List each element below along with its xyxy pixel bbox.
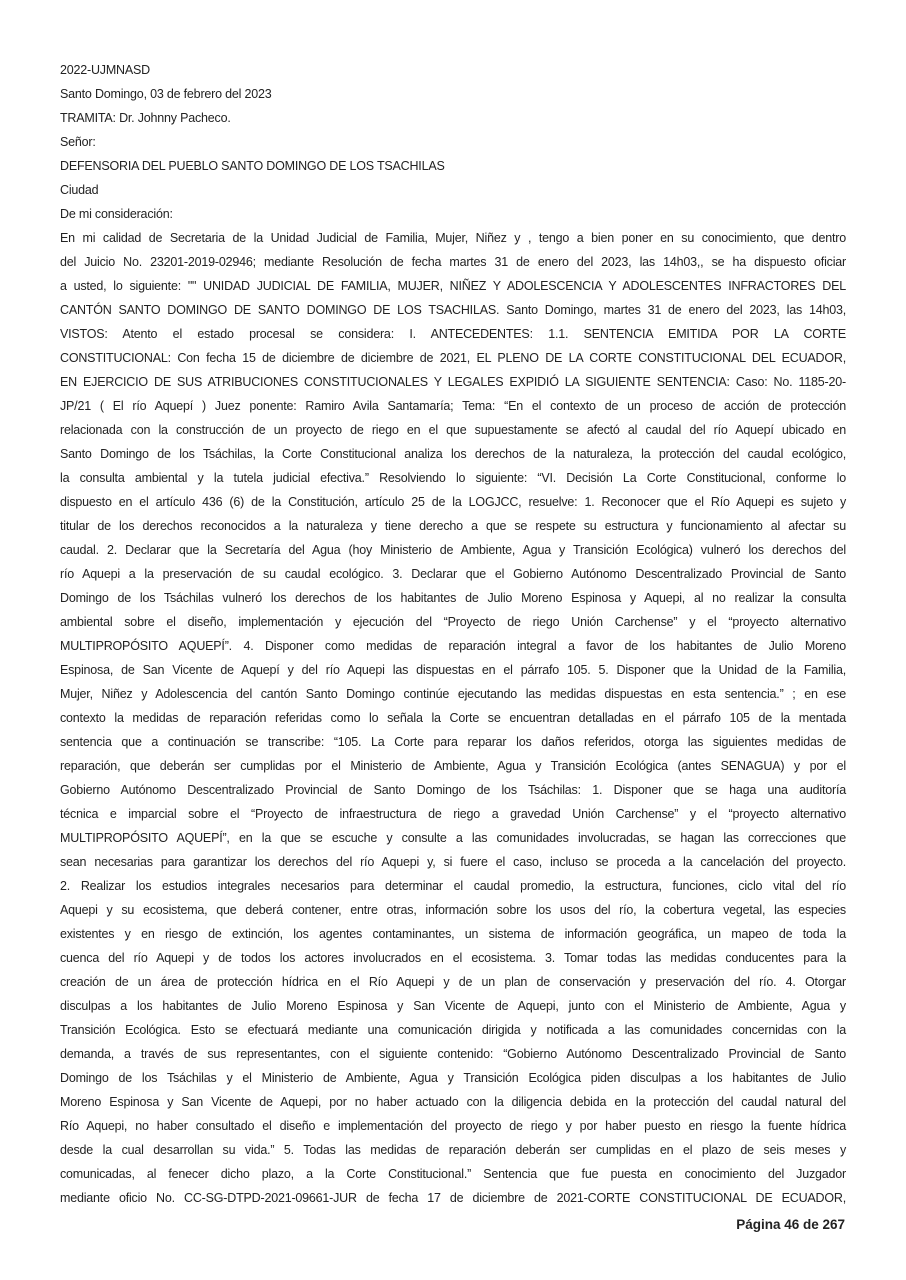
body-line-text: 2. Realizar los estudios integrales necesarios para determinar el caudal promedio, la estructura, funciones, ciclo vital del río [60,879,846,893]
body-line-text: disculpas a los habitantes de Julio Moreno Espinosa y San Vicente de Aquepi, junto con el Ministerio de Ambiente, Agua y [60,999,846,1013]
body-line-text: a usted, lo siguiente: "" UNIDAD JUDICIAL DE FAMILIA, MUJER, NIÑEZ Y ADOLESCENCIA Y ADOLESCENTES INFRACTORES DEL [60,279,846,293]
body-line [60,898,846,922]
body-line [60,394,846,418]
body-line-text: río Aquepi a la preservación de su caudal ecológico. 3. Declarar que el Gobierno Autónomo Descentralizado Provincial de Santo [60,567,846,581]
body-line-text: MULTIPROPÓSITO AQUEPÍ”, en la que se escuche y consulte a las comunidades involucradas, se hagan las correcciones que [60,831,846,845]
body-line-text: sentencia que a continuación se transcribe: “105. La Corte para reparar los daños referidos, otorga las siguientes medidas de [60,735,846,749]
body-line [60,802,846,826]
header-line-text: TRAMITA: Dr. Johnny Pacheco. [60,111,231,125]
body-line [60,562,846,586]
body-line-text: caudal. 2. Declarar que la Secretaría del Agua (hoy Ministerio de Ambiente, Agua y Transición Ecológica) vulneró los derechos del [60,543,846,557]
body-line-text: En mi calidad de Secretaria de la Unidad Judicial de Familia, Mujer, Niñez y , tengo a bien poner en su conocimiento, que dentro [60,231,846,245]
body-line-text: MULTIPROPÓSITO AQUEPÍ”. 4. Disponer como medidas de reparación integral a favor de los habitantes de Julio Moreno [60,639,846,653]
body-line [60,250,846,274]
body-line-text: Transición Ecológica. Esto se efectuará mediante una comunicación dirigida y notificada a las comunidades concernidas con la [60,1023,846,1037]
header-line-text: Ciudad [60,183,99,197]
body-line-text: CONSTITUCIONAL: Con fecha 15 de diciembre de diciembre de 2021, EL PLENO DE LA CORTE CONSTITUCIONAL DEL ECUADOR, [60,351,846,365]
body-line-text: Río Aquepi, no haber consultado el diseño e implementación del proyecto de riego y por haber puesto en riesgo la fuente hídrica [60,1119,846,1133]
header-line [60,202,846,226]
body-line [60,418,846,442]
body-line-text: Santo Domingo de los Tsáchilas, la Corte Constitucional analiza los derechos de la naturaleza, la protección del caudal ecológico, [60,447,846,461]
body-line [60,538,846,562]
body-line [60,466,846,490]
body-line [60,706,846,730]
body-line [60,1162,846,1186]
header-line [60,154,846,178]
letter-header [60,58,846,226]
body-line-text: JP/21 ( El río Aquepí ) Juez ponente: Ramiro Avila Santamaría; Tema: “En el contexto de un proceso de acción de protección [60,399,846,413]
header-line [60,82,846,106]
body-line [60,658,846,682]
body-line [60,922,846,946]
body-line-text: Gobierno Autónomo Descentralizado Provincial de Santo Domingo de los Tsáchilas: 1. Disponer que se haga una auditoría [60,783,846,797]
body-line-text: creación de un área de protección hídrica en el Río Aquepi y de un plan de conservación y preservación del río. 4. Otorgar [60,975,846,989]
body-line [60,610,846,634]
header-line [60,106,846,130]
letter-body [60,226,846,1210]
body-line [60,322,846,346]
body-line-text: demanda, a través de sus representantes, con el siguiente contenido: “Gobierno Autónomo Descentralizado Provincial de Santo [60,1047,846,1061]
body-line [60,754,846,778]
body-line [60,634,846,658]
body-line-text: dispuesto en el artículo 436 (6) de la Constitución, artículo 25 de la LOGJCC, resuelve: 1. Reconocer que el Río Aquepi es sujeto y [60,495,846,509]
body-line-text: ambiental sobre el diseño, implementación y ejecución del “Proyecto de riego Unión Carchense” y el “proyecto alternativo [60,615,846,629]
body-line-text: VISTOS: Atento el estado procesal se considera: I. ANTECEDENTES: 1.1. SENTENCIA EMITIDA POR LA CORTE [60,327,846,341]
body-line [60,1066,846,1090]
body-line-text: cuenca del río Aquepi y de todos los actores involucrados en el ecosistema. 3. Tomar todas las medidas conducentes para la [60,951,846,965]
body-line-text: EN EJERCICIO DE SUS ATRIBUCIONES CONSTITUCIONALES Y LEGALES EXPIDIÓ LA SIGUIENTE SENTENCIA: Caso: No. 1185-20- [60,375,846,389]
header-line-text: DEFENSORIA DEL PUEBLO SANTO DOMINGO DE LOS TSACHILAS [60,159,445,173]
body-line [60,874,846,898]
body-line [60,970,846,994]
body-line-text: Moreno Espinosa y San Vicente de Aquepi, por no haber actuado con la diligencia debida en la protección del caudal natural del [60,1095,846,1109]
body-line [60,778,846,802]
body-line-text: titular de los derechos reconocidos a la naturaleza y tiene derecho a que se respete su estructura y funcionamiento al afectar su [60,519,846,533]
body-line [60,1138,846,1162]
body-line-text: comunicadas, al fenecer dicho plazo, a la Corte Constitucional.” Sentencia que fue puesta en conocimiento del Juzgador [60,1167,846,1181]
body-line-text: reparación, que deberán ser cumplidas por el Ministerio de Ambiente, Agua y Transición Ecológica (antes SENAGUA) y por el [60,759,846,773]
body-line [60,1042,846,1066]
body-line [60,226,846,250]
body-line [60,994,846,1018]
body-line-text: CANTÓN SANTO DOMINGO DE SANTO DOMINGO DE LOS TSACHILAS. Santo Domingo, martes 31 de enero del 2023, las 14h03, [60,303,846,317]
body-line [60,1018,846,1042]
header-line [60,178,846,202]
header-line [60,130,846,154]
body-line [60,1114,846,1138]
header-line-text: Señor: [60,135,96,149]
header-line-text: De mi consideración: [60,207,173,221]
body-line [60,850,846,874]
body-line [60,490,846,514]
header-line-text: Santo Domingo, 03 de febrero del 2023 [60,87,272,101]
header-line-text: 2022-UJMNASD [60,63,150,77]
body-line-text: sean necesarias para garantizar los derechos del río Aquepi y, si fuere el caso, incluso se proceda a la cancelación del proyecto. [60,855,846,869]
header-line [60,58,846,82]
body-line [60,1090,846,1114]
body-line-text: desde la cual desarrollan su vida.” 5. Todas las medidas de reparación deberán ser cumplidas en el plazo de seis meses y [60,1143,846,1157]
body-line [60,1186,846,1210]
body-line-text: técnica e imparcial sobre el “Proyecto de infraestructura de riego a gravedad Unión Carchense” y el “proyecto alternativo [60,807,846,821]
body-line [60,274,846,298]
body-line-text: del Juicio No. 23201-2019-02946; mediante Resolución de fecha martes 31 de enero del 2023, las 14h03,, se ha dispuesto oficiar [60,255,846,269]
body-line-text: Domingo de los Tsáchilas y el Ministerio de Ambiente, Agua y Transición Ecológica piden disculpas a los habitantes de Julio [60,1071,846,1085]
page-number: Página 46 de 267 [736,1217,845,1232]
body-line-text: mediante oficio No. CC-SG-DTPD-2021-09661-JUR de fecha 17 de diciembre de 2021-CORTE CONSTITUCIONAL DE ECUADOR, [60,1191,846,1205]
body-line-text: Espinosa, de San Vicente de Aquepí y del río Aquepi las dispuestas en el párrafo 105. 5. Disponer que la Unidad de la Familia, [60,663,846,677]
body-line [60,442,846,466]
body-line [60,682,846,706]
body-line [60,946,846,970]
body-line [60,730,846,754]
body-line-text: Domingo de los Tsáchilas vulneró los derechos de los habitantes de Julio Moreno Espinosa y Aquepi, al no realizar la consulta [60,591,846,605]
body-line-text: la consulta ambiental y la tutela judicial efectiva.” Resolviendo lo siguiente: “VI. Decisión La Corte Constitucional, conforme lo [60,471,846,485]
body-line-text: relacionada con la construcción de un proyecto de riego en el que supuestamente se afectó al caudal del río Aquepí ubicado en [60,423,846,437]
body-line-text: Aquepi y su ecosistema, que deberá contener, entre otras, información sobre los usos del río, la cobertura vegetal, las especies [60,903,846,917]
body-line-text: contexto la medidas de reparación referidas como lo señala la Corte se encuentran detalladas en el párrafo 105 de la mentada [60,711,846,725]
body-line [60,586,846,610]
body-line-text: existentes y en riesgo de extinción, los agentes contaminantes, un sistema de información geográfica, un mapeo de toda la [60,927,846,941]
body-line [60,370,846,394]
body-line-text: Mujer, Niñez y Adolescencia del cantón Santo Domingo continúe ejecutando las medidas dispuestas en esta sentencia.” ; en ese [60,687,846,701]
body-line [60,514,846,538]
document-page [60,58,846,1210]
body-line [60,298,846,322]
body-line [60,826,846,850]
body-line [60,346,846,370]
